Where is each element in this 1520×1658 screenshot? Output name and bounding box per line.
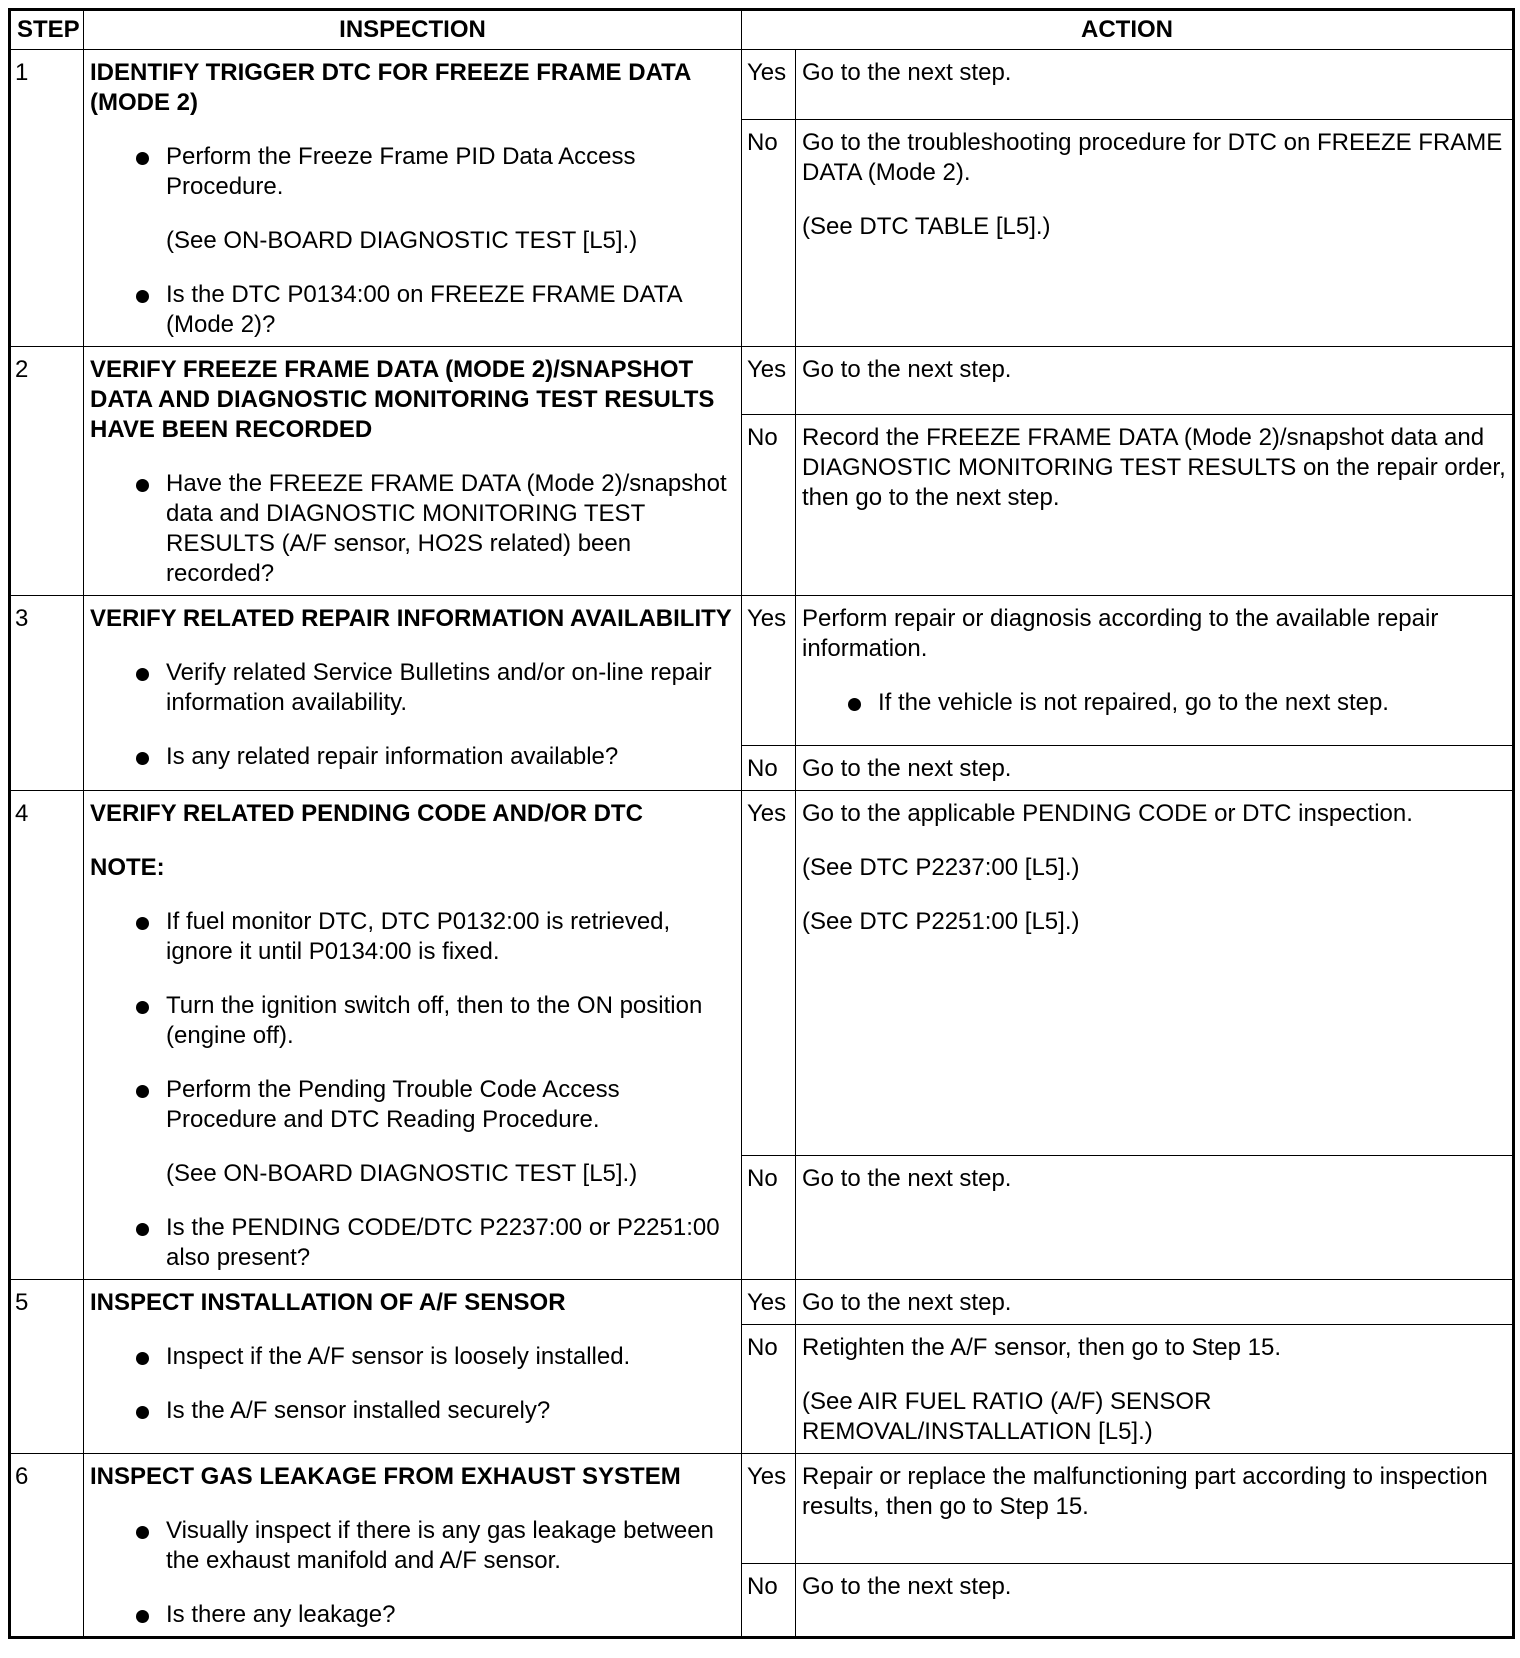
yes-action: Go to the next step. — [796, 347, 1514, 415]
no-label: No — [742, 1325, 796, 1454]
table-row — [10, 596, 1514, 746]
yes-label: Yes — [742, 1280, 796, 1325]
inspection-cell — [84, 791, 742, 1280]
no-action: Go to the troubleshooting procedure for DTC on FREEZE FRAME DATA (Mode 2). (See DTC TABLE [L5].) — [796, 120, 1514, 347]
inspection-title: INSPECT INSTALLATION OF A/F SENSOR — [90, 1289, 566, 1316]
inspection-cell — [84, 347, 742, 596]
reference-link: (See ON-BOARD DIAGNOSTIC TEST [L5].) — [166, 227, 638, 254]
header-action: ACTION — [742, 10, 1514, 50]
table-row — [10, 1280, 1514, 1325]
header-inspection: INSPECTION — [84, 10, 742, 50]
step-number: 4 — [10, 791, 84, 1280]
bullet-item: Is the PENDING CODE/DTC P2237:00 or P2251:00 also present? — [90, 1213, 735, 1273]
bullet-item: Visually inspect if there is any gas leakage between the exhaust manifold and A/F sensor. — [90, 1516, 735, 1576]
table-row — [10, 791, 1514, 1156]
diagnostic-table — [8, 8, 1515, 1639]
reference-link: (See DTC P2237:00 [L5].) — [802, 854, 1080, 881]
table-row — [10, 50, 1514, 120]
yes-action: Perform repair or diagnosis according to the available repair information. If the vehicle is not repaired, go to the next step. — [796, 596, 1514, 746]
inspection-cell — [84, 1454, 742, 1638]
bullet-item: If the vehicle is not repaired, go to the next step. — [802, 688, 1506, 718]
no-label: No — [742, 746, 796, 791]
bullet-item: If fuel monitor DTC, DTC P0132:00 is retrieved, ignore it until P0134:00 is fixed. — [90, 907, 735, 967]
inspection-bullets — [90, 1342, 735, 1426]
table-row — [10, 1454, 1514, 1564]
bullet-item: Perform the Pending Trouble Code Access Procedure and DTC Reading Procedure. (See ON-BOARD DIAGNOSTIC TEST [L5].) — [90, 1075, 735, 1189]
bullet-item: Perform the Freeze Frame PID Data Access Procedure. (See ON-BOARD DIAGNOSTIC TEST [L5].) — [90, 142, 735, 256]
yes-action: Repair or replace the malfunctioning part according to inspection results, then go to Step 15. — [796, 1454, 1514, 1564]
no-label: No — [742, 1564, 796, 1638]
diagnostic-procedure-page — [8, 8, 1512, 1652]
inspection-title: VERIFY RELATED REPAIR INFORMATION AVAILABILITY — [90, 605, 732, 632]
reference-link: (See AIR FUEL RATIO (A/F) SENSOR REMOVAL/INSTALLATION [L5].) — [802, 1388, 1212, 1445]
no-label: No — [742, 415, 796, 596]
yes-label: Yes — [742, 791, 796, 1156]
reference-link: (See DTC TABLE [L5].) — [802, 213, 1051, 240]
bullet-item: Is the DTC P0134:00 on FREEZE FRAME DATA (Mode 2)? — [90, 280, 735, 340]
inspection-title: INSPECT GAS LEAKAGE FROM EXHAUST SYSTEM — [90, 1463, 681, 1490]
inspection-bullets — [90, 658, 735, 772]
inspection-bullets — [90, 1516, 735, 1630]
reference-link: (See DTC P2251:00 [L5].) — [802, 908, 1080, 935]
bullet-item: Is the A/F sensor installed securely? — [90, 1396, 735, 1426]
bullet-item: Verify related Service Bulletins and/or on-line repair information availability. — [90, 658, 735, 718]
inspection-cell — [84, 596, 742, 791]
table-body — [10, 50, 1514, 1638]
yes-action: Go to the next step. — [796, 50, 1514, 120]
bullet-item: Is any related repair information available? — [90, 742, 735, 772]
no-action: Retighten the A/F sensor, then go to Step 15. (See AIR FUEL RATIO (A/F) SENSOR REMOVAL/INSTALLATION [L5].) — [796, 1325, 1514, 1454]
inspection-title: VERIFY RELATED PENDING CODE AND/OR DTC — [90, 800, 643, 827]
step-number: 1 — [10, 50, 84, 347]
yes-action: Go to the applicable PENDING CODE or DTC inspection. (See DTC P2237:00 [L5].) (See DTC P2251:00 [L5].) — [796, 791, 1514, 1156]
no-action: Go to the next step. — [796, 1156, 1514, 1280]
step-number: 3 — [10, 596, 84, 791]
bullet-item: Inspect if the A/F sensor is loosely installed. — [90, 1342, 735, 1372]
yes-label: Yes — [742, 596, 796, 746]
yes-action: Go to the next step. — [796, 1280, 1514, 1325]
no-label: No — [742, 120, 796, 347]
inspection-bullets — [90, 907, 735, 1273]
yes-label: Yes — [742, 1454, 796, 1564]
inspection-title: IDENTIFY TRIGGER DTC FOR FREEZE FRAME DATA (MODE 2) — [90, 59, 691, 116]
step-number: 6 — [10, 1454, 84, 1638]
table-row — [10, 347, 1514, 415]
step-number: 5 — [10, 1280, 84, 1454]
inspection-cell — [84, 1280, 742, 1454]
inspection-bullets — [90, 469, 735, 589]
inspection-title: VERIFY FREEZE FRAME DATA (MODE 2)/SNAPSHOT DATA AND DIAGNOSTIC MONITORING TEST RESULTS HAVE BEEN RECORDED — [90, 356, 715, 443]
no-label: No — [742, 1156, 796, 1280]
header-step: STEP — [10, 10, 84, 50]
no-action: Go to the next step. — [796, 746, 1514, 791]
action-bullets — [802, 688, 1506, 718]
no-action: Record the FREEZE FRAME DATA (Mode 2)/snapshot data and DIAGNOSTIC MONITORING TEST RESULTS on the repair order, then go to the next step. — [796, 415, 1514, 596]
bullet-item: Is there any leakage? — [90, 1600, 735, 1630]
reference-link: (See ON-BOARD DIAGNOSTIC TEST [L5].) — [166, 1160, 638, 1187]
no-action: Go to the next step. — [796, 1564, 1514, 1638]
header-row — [10, 10, 1514, 50]
note-label: NOTE: — [90, 854, 165, 881]
inspection-bullets — [90, 142, 735, 340]
yes-label: Yes — [742, 50, 796, 120]
bullet-item: Turn the ignition switch off, then to the ON position (engine off). — [90, 991, 735, 1051]
yes-label: Yes — [742, 347, 796, 415]
inspection-cell — [84, 50, 742, 347]
step-number: 2 — [10, 347, 84, 596]
bullet-item: Have the FREEZE FRAME DATA (Mode 2)/snapshot data and DIAGNOSTIC MONITORING TEST RESULTS (A/F sensor, HO2S related) been recorded? — [90, 469, 735, 589]
